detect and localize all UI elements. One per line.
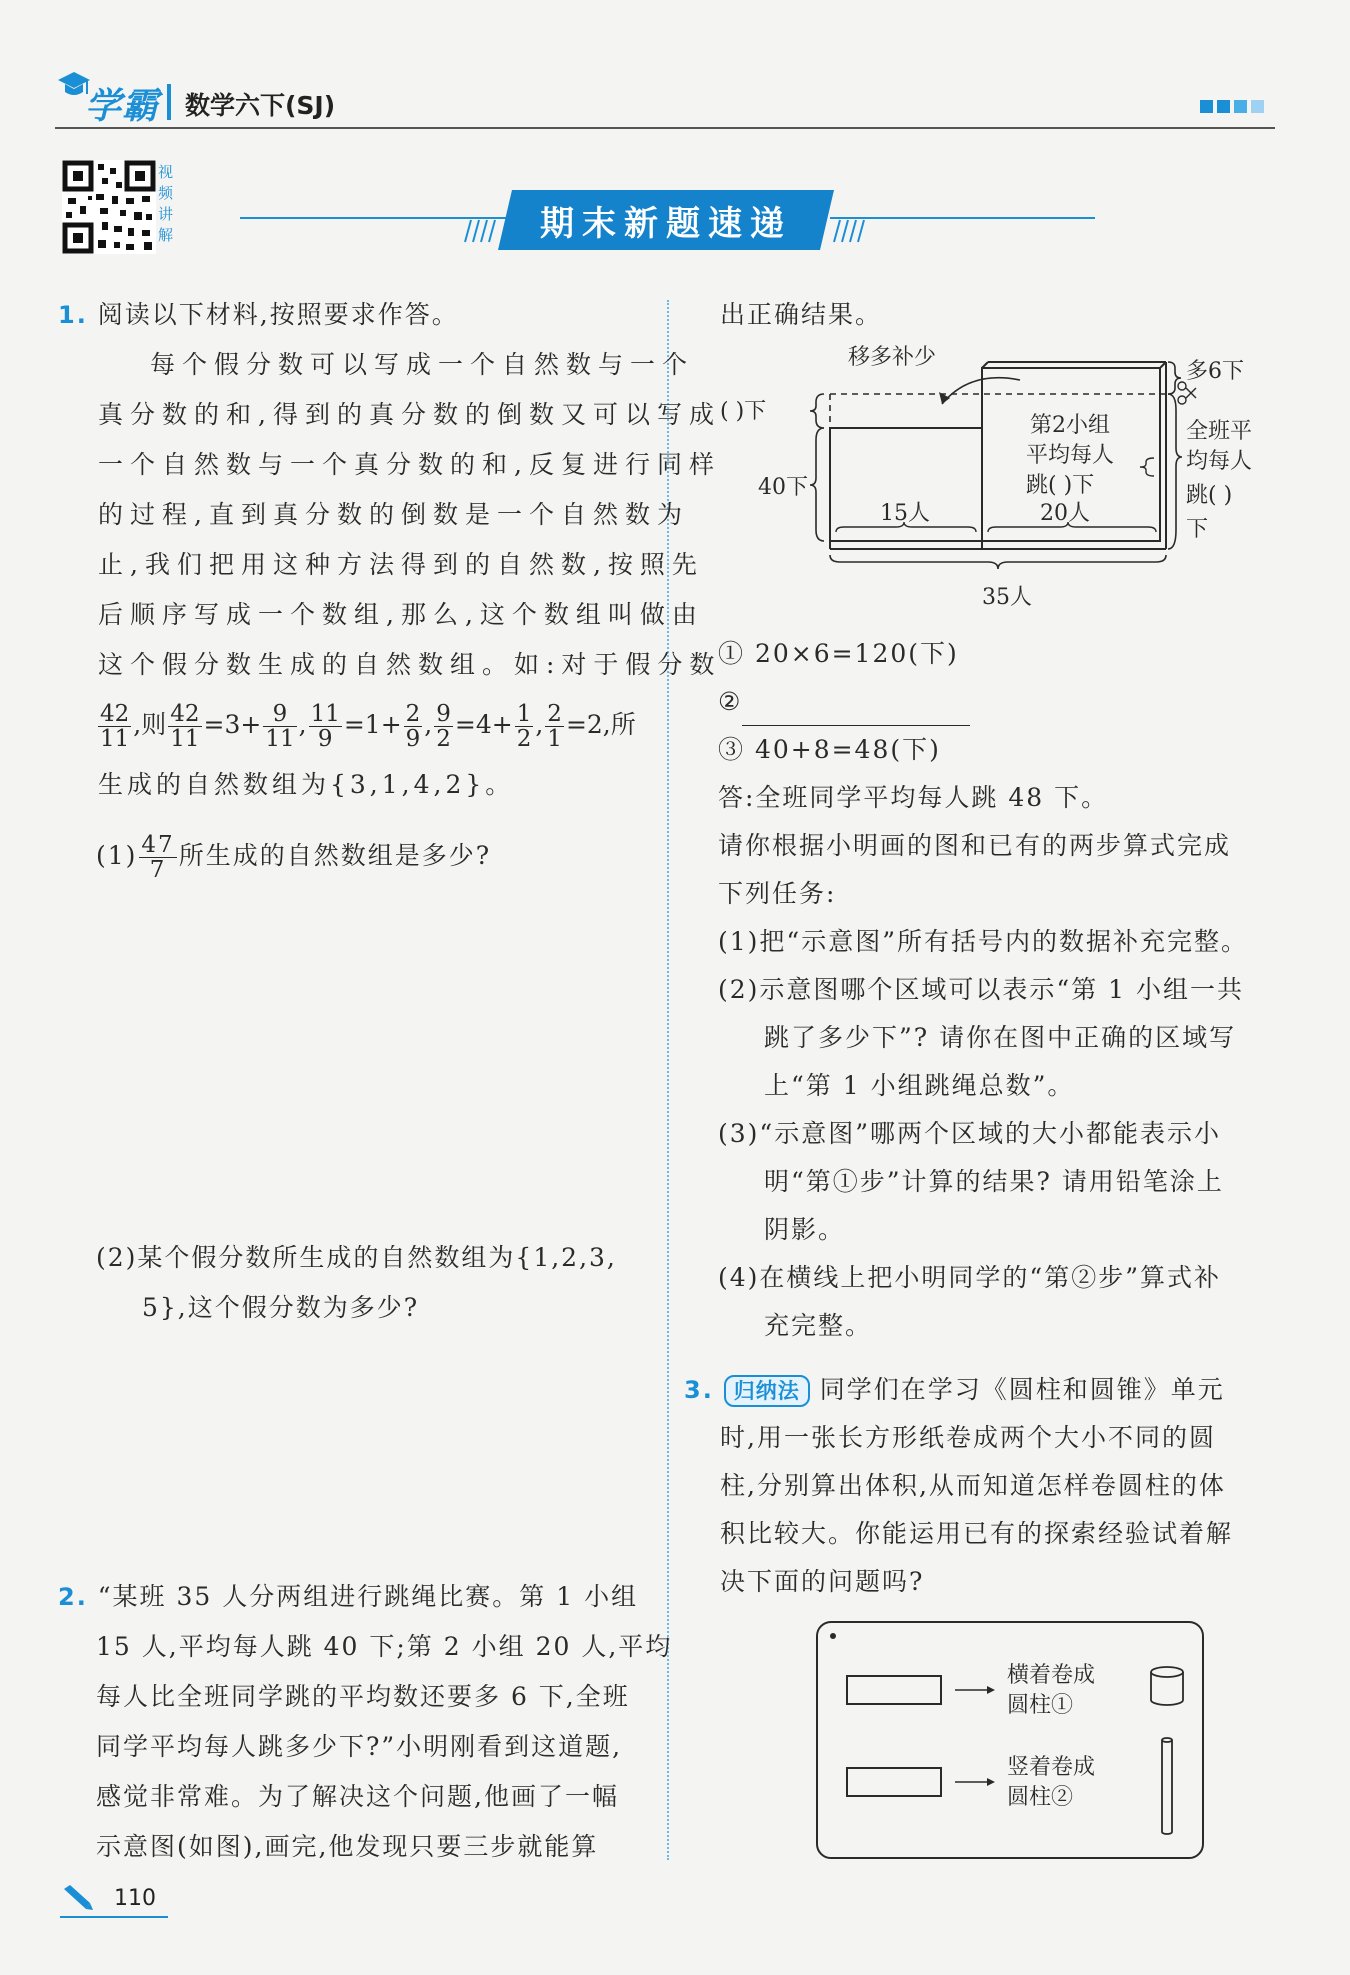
roll-2-label-b: 圆柱② [1007, 1785, 1074, 1810]
q2-ask-2: 下列任务: [718, 879, 837, 908]
q2-line-5: 感觉非常难。为了解决这个问题,他画了一幅 [96, 1782, 619, 1811]
q1-sub2-line-1: (2)某个假分数所生成的自然数组为{1,2,3, [96, 1243, 617, 1272]
fraction: $\frac{47}{7}$ [141, 831, 175, 883]
q2-line-1: 2. “某班 35 人分两组进行跳绳比赛。第 1 小组 [58, 1582, 639, 1611]
q1-sub2-line-2: 5},这个假分数为多少? [142, 1293, 420, 1322]
diagram-all-d: 下 [1186, 517, 1209, 542]
q2-task-3c: 阴影。 [764, 1215, 846, 1244]
footer-rule [60, 1916, 168, 1918]
diagram-all-a: 全班平 [1186, 419, 1253, 444]
cylinder-2-icon [1162, 1738, 1172, 1834]
step2-answer-blank[interactable] [742, 699, 970, 726]
q3-line-2: 时,用一张长方形纸卷成两个大小不同的圆 [720, 1423, 1216, 1452]
q2-task-2c: 上“第 1 小组跳绳总数”。 [764, 1071, 1075, 1100]
q2-task-2b: 跳了多少下”? 请你在图中正确的区域写 [764, 1023, 1237, 1052]
q1-para-line-2: 真分数的和,得到的真分数的倒数又可以写成 [98, 400, 721, 429]
diagram-total: 35人 [982, 585, 1032, 610]
method-tag: 归纳法 [724, 1375, 810, 1407]
qr-label: 视频讲解 [158, 163, 174, 244]
q1-example-line: $\frac{42}{11}$ ,则 $\frac{42}{11}$ =3+ $\frac{9}{11}$ , $\frac{11}{9}$ =1+ $\frac{2}{9}$ , $\frac{9}{2}$ =4+ $\frac{1}{2}$ , $\frac{2}{1}$ =2,所 [100, 700, 636, 752]
header-marks [1200, 100, 1280, 116]
header-rule [55, 127, 1275, 129]
q2-task-4a: (4)在横线上把小明同学的“第②步”算式补 [718, 1263, 1221, 1292]
fraction: $\frac{9}{2}$ [436, 700, 451, 752]
q2-block [58, 1572, 673, 1872]
roll-1-label-a: 横着卷成 [1007, 1663, 1096, 1688]
q1-para-line-4: 的过程,直到真分数的倒数是一个自然数为 [98, 500, 689, 529]
roll-2-label-a: 竖着卷成 [1007, 1755, 1096, 1780]
q1-para-line-6: 后顺序写成一个数组,那么,这个数组叫做由 [98, 600, 704, 629]
q3-figure [815, 1620, 1205, 1860]
q1-para-line-1: 每个假分数可以写成一个自然数与一个 [150, 350, 695, 379]
page-number: 110 [114, 1886, 156, 1911]
q2-step-1: ① 20×6=120(下) [718, 639, 959, 668]
q1-number: 1. [58, 301, 88, 329]
q2-task-1: (1)把“示意图”所有括号内的数据补充完整。 [718, 927, 1248, 956]
fraction: $\frac{9}{11}$ [265, 700, 295, 752]
brand-logo: 学霸 [85, 86, 160, 127]
q2-task-3b: 明“第①步”计算的结果? 请用铅笔涂上 [764, 1167, 1224, 1196]
q3-line-5: 决下面的问题吗? [720, 1567, 925, 1596]
diagram-paren-left: ( )下 [720, 399, 767, 424]
q2-step-3: ③ 40+8=48(下) [718, 735, 941, 764]
diagram-twenty: 20人 [1040, 501, 1090, 526]
banner-hatch-right [828, 214, 878, 244]
brand-divider [167, 84, 171, 120]
q1-intro-line [58, 290, 658, 340]
roll-1-label-b: 圆柱① [1007, 1693, 1074, 1718]
q1-result: 生成的自然数组为{3,1,4,2}。 [98, 770, 515, 799]
fraction: $\frac{1}{2}$ [516, 700, 532, 752]
paper-rect-1 [847, 1676, 941, 1704]
q2-line-4: 同学平均每人跳多少下?”小明刚看到这道题, [96, 1732, 623, 1761]
fraction: $\frac{2}{1}$ [547, 700, 562, 752]
q2-line-3: 每人比全班同学跳的平均数还要多 6 下,全班 [96, 1682, 630, 1711]
q2-line-2: 15 人,平均每人跳 40 下;第 2 小组 20 人,平均 [96, 1632, 673, 1661]
q3-line-1: 3. 归纳法 同学们在学习《圆柱和圆锥》单元 [684, 1366, 1284, 1414]
diagram-g2-a: 第2小组 [1030, 413, 1110, 438]
cylinder-1-icon [1151, 1667, 1183, 1705]
paper-rect-2 [847, 1768, 941, 1796]
q1-intro: 阅读以下材料,按照要求作答。 [97, 300, 459, 329]
q2-answer: 答:全班同学平均每人跳 48 下。 [718, 783, 1109, 812]
diagram-fifteen: 15人 [880, 501, 930, 526]
q3-line-4: 积比较大。你能运用已有的探索经验试着解 [720, 1519, 1234, 1548]
q1-sub1: (1) $\frac{47}{7}$ 所生成的自然数组是多少? [96, 831, 492, 883]
diagram-all-c: 跳( ) [1186, 483, 1233, 508]
q1-block [58, 290, 722, 896]
q1-para-line-3: 一个自然数与一个真分数的和,反复进行同样 [98, 450, 721, 479]
header [55, 70, 1275, 130]
q2-diagram[interactable] [720, 340, 1280, 620]
q2-task-2a: (2)示意图哪个区域可以表示“第 1 小组一共 [718, 975, 1244, 1004]
q1-para-line-5: 止,我们把用这种方法得到的自然数,按照先 [98, 550, 704, 579]
banner-title: 期末新题速递 [540, 204, 792, 244]
pencil-icon [60, 1885, 94, 1911]
fraction: $\frac{2}{9}$ [405, 700, 421, 752]
q2-number: 2. [58, 1583, 88, 1611]
qr-code-icon[interactable] [62, 160, 156, 254]
q3-line-3: 柱,分别算出体积,从而知道怎样卷圆柱的体 [720, 1471, 1226, 1500]
q2-task-3a: (3)“示意图”哪两个区域的大小都能表示小 [718, 1119, 1221, 1148]
fraction: $\frac{42}{11}$ [170, 700, 200, 752]
q2-task-4b: 充完整。 [764, 1311, 873, 1340]
q2-line-6: 示意图(如图),画完,他发现只要三步就能算 [96, 1832, 599, 1861]
q1-para-line-7: 这个假分数生成的自然数组。如:对于假分数 [98, 650, 722, 679]
book-title: 数学六下(SJ) [185, 91, 336, 120]
q3-number: 3. [684, 1376, 714, 1404]
diagram-forty: 40下 [758, 475, 808, 500]
q2-step-2: ② [718, 678, 1288, 726]
q2-ask-1: 请你根据小明画的图和已有的两步算式完成 [718, 831, 1232, 860]
q2-right-text [718, 630, 1288, 1350]
diagram-g2-b: 平均每人 [1026, 443, 1115, 468]
q3-block [684, 1366, 1284, 1606]
diagram-move-label: 移多补少 [848, 345, 937, 370]
fraction: $\frac{42}{11}$ [100, 700, 130, 752]
diagram-more6: 多6下 [1186, 359, 1244, 384]
fraction: $\frac{11}{9}$ [310, 700, 340, 752]
q2-continued: 出正确结果。 [720, 300, 883, 329]
diagram-all-b: 均每人 [1186, 449, 1253, 474]
diagram-g2-c: 跳( )下 [1026, 473, 1095, 498]
